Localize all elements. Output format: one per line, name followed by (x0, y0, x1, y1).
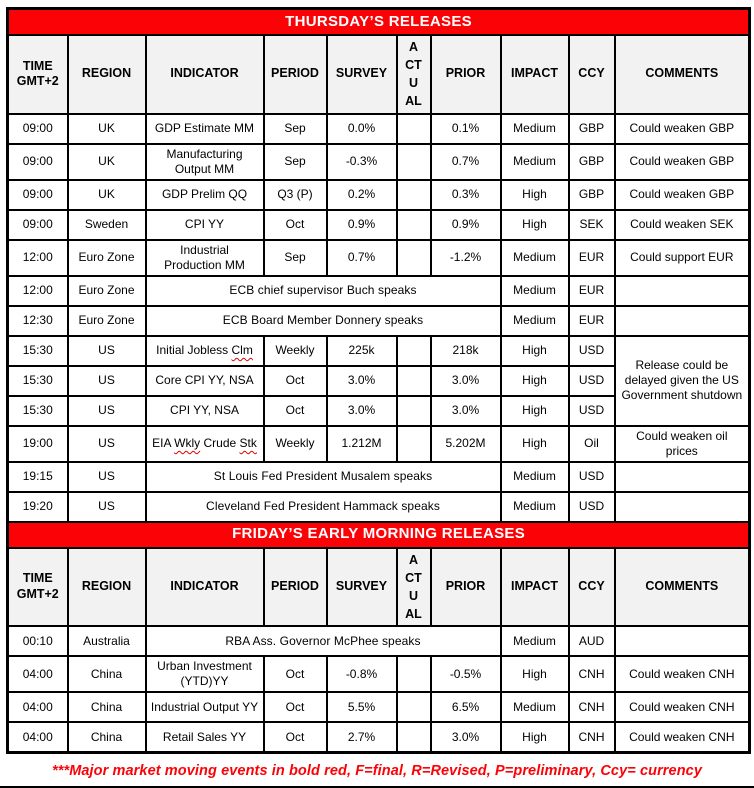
time-cell: 19:15 (8, 462, 68, 492)
table-row (8, 492, 750, 522)
survey-cell: 1.212M (327, 426, 397, 462)
time-cell: 19:20 (8, 492, 68, 522)
impact-cell: High (501, 722, 569, 753)
time-cell: 04:00 (8, 722, 68, 753)
actual-cell (397, 180, 431, 210)
impact-cell: Medium (501, 692, 569, 722)
col-header-actual: ACTUAL (397, 35, 431, 114)
section-title: THURSDAY’S RELEASES (8, 9, 750, 36)
indicator-cell: Core CPI YY, NSA (146, 366, 264, 396)
period-cell: Q3 (P) (264, 180, 327, 210)
period-cell: Sep (264, 240, 327, 276)
ccy-cell: GBP (569, 114, 615, 144)
prior-cell: -1.2% (431, 240, 501, 276)
time-cell: 12:00 (8, 240, 68, 276)
spellcheck-underline: Wkly (174, 436, 201, 450)
survey-cell: 5.5% (327, 692, 397, 722)
ccy-cell: USD (569, 492, 615, 522)
thursday-rows (8, 114, 750, 522)
table-row (8, 462, 750, 492)
indicator-cell: Industrial Output YY (146, 692, 264, 722)
indicator-cell: GDP Estimate MM (146, 114, 264, 144)
ccy-cell: USD (569, 396, 615, 426)
table-row (8, 426, 750, 462)
col-header-comments: COMMENTS (615, 548, 750, 627)
time-cell: 09:00 (8, 144, 68, 180)
col-header-period: PERIOD (264, 548, 327, 627)
ccy-cell: CNH (569, 722, 615, 753)
indicator-cell: Retail Sales YY (146, 722, 264, 753)
actual-cell (397, 144, 431, 180)
column-header-row (8, 35, 750, 114)
ccy-cell: EUR (569, 276, 615, 306)
period-cell: Oct (264, 366, 327, 396)
table-row (8, 692, 750, 722)
table-row (8, 276, 750, 306)
region-cell: US (68, 462, 146, 492)
survey-cell: -0.3% (327, 144, 397, 180)
time-cell: 09:00 (8, 210, 68, 240)
table-row (8, 180, 750, 210)
time-cell: 12:00 (8, 276, 68, 306)
time-cell: 19:00 (8, 426, 68, 462)
comments-cell (615, 306, 750, 336)
impact-cell: High (501, 210, 569, 240)
table-row (8, 240, 750, 276)
prior-cell: 0.1% (431, 114, 501, 144)
col-header-period: PERIOD (264, 35, 327, 114)
region-cell: US (68, 492, 146, 522)
period-cell: Weekly (264, 426, 327, 462)
col-header-time: TIME GMT+2 (8, 35, 68, 114)
indicator-cell: EIA Wkly Crude Stk (146, 426, 264, 462)
col-header-ccy: CCY (569, 35, 615, 114)
event-cell: ECB Board Member Donnery speaks (146, 306, 501, 336)
ccy-cell: GBP (569, 180, 615, 210)
comments-cell: Could weaken CNH (615, 656, 750, 692)
survey-cell: -0.8% (327, 656, 397, 692)
prior-cell: -0.5% (431, 656, 501, 692)
period-cell: Sep (264, 144, 327, 180)
period-cell: Oct (264, 692, 327, 722)
ccy-cell: SEK (569, 210, 615, 240)
time-cell: 09:00 (8, 180, 68, 210)
ccy-cell: AUD (569, 626, 615, 656)
actual-cell (397, 336, 431, 366)
col-header-prior: PRIOR (431, 35, 501, 114)
comments-cell: Could weaken GBP (615, 114, 750, 144)
col-header-prior: PRIOR (431, 548, 501, 627)
column-header-row (8, 548, 750, 627)
event-cell: Cleveland Fed President Hammack speaks (146, 492, 501, 522)
ccy-cell: USD (569, 366, 615, 396)
indicator-cell: Urban Investment (YTD)YY (146, 656, 264, 692)
prior-cell: 0.3% (431, 180, 501, 210)
region-cell: Euro Zone (68, 276, 146, 306)
spellcheck-underline: Stk (239, 436, 257, 450)
actual-cell (397, 396, 431, 426)
impact-cell: High (501, 180, 569, 210)
releases-table (6, 7, 751, 754)
col-header-indicator: INDICATOR (146, 548, 264, 627)
survey-cell: 3.0% (327, 366, 397, 396)
survey-cell: 2.7% (327, 722, 397, 753)
region-cell: UK (68, 180, 146, 210)
time-cell: 09:00 (8, 114, 68, 144)
comments-cell (615, 492, 750, 522)
table-row (8, 656, 750, 692)
impact-cell: High (501, 396, 569, 426)
col-header-impact: IMPACT (501, 548, 569, 627)
region-cell: US (68, 426, 146, 462)
impact-cell: Medium (501, 306, 569, 336)
region-cell: Euro Zone (68, 306, 146, 336)
indicator-cell: Industrial Production MM (146, 240, 264, 276)
period-cell: Oct (264, 210, 327, 240)
survey-cell: 0.7% (327, 240, 397, 276)
comments-cell: Release could be delayed given the US Government shutdown (615, 336, 750, 426)
time-cell: 15:30 (8, 396, 68, 426)
col-header-actual: ACTUAL (397, 548, 431, 627)
table-row (8, 306, 750, 336)
region-cell: Sweden (68, 210, 146, 240)
table-row (8, 144, 750, 180)
prior-cell: 6.5% (431, 692, 501, 722)
col-header-survey: SURVEY (327, 548, 397, 627)
col-header-comments: COMMENTS (615, 35, 750, 114)
comments-cell: Could weaken CNH (615, 692, 750, 722)
ccy-cell: CNH (569, 692, 615, 722)
footnote: ***Major market moving events in bold red, F=final, R=Revised, P=preliminary, Ccy= currency (51, 763, 703, 779)
table-row (8, 336, 750, 366)
ccy-cell: CNH (569, 656, 615, 692)
indicator-cell: GDP Prelim QQ (146, 180, 264, 210)
time-cell: 04:00 (8, 656, 68, 692)
prior-cell: 218k (431, 336, 501, 366)
impact-cell: Medium (501, 240, 569, 276)
ccy-cell: Oil (569, 426, 615, 462)
comments-cell (615, 462, 750, 492)
prior-cell: 5.202M (431, 426, 501, 462)
comments-cell: Could weaken oil prices (615, 426, 750, 462)
event-cell: St Louis Fed President Musalem speaks (146, 462, 501, 492)
region-cell: Euro Zone (68, 240, 146, 276)
region-cell: China (68, 692, 146, 722)
actual-cell (397, 210, 431, 240)
survey-cell: 0.2% (327, 180, 397, 210)
ccy-cell: EUR (569, 240, 615, 276)
thursday-section-header (8, 9, 750, 114)
impact-cell: Medium (501, 276, 569, 306)
actual-cell (397, 722, 431, 753)
prior-cell: 0.7% (431, 144, 501, 180)
region-cell: US (68, 336, 146, 366)
event-cell: ECB chief supervisor Buch speaks (146, 276, 501, 306)
col-header-region: REGION (68, 35, 146, 114)
region-cell: China (68, 656, 146, 692)
actual-cell (397, 426, 431, 462)
actual-cell (397, 366, 431, 396)
indicator-cell: CPI YY, NSA (146, 396, 264, 426)
col-header-ccy: CCY (569, 548, 615, 627)
impact-cell: High (501, 366, 569, 396)
indicator-cell: Manufacturing Output MM (146, 144, 264, 180)
ccy-cell: USD (569, 462, 615, 492)
impact-cell: Medium (501, 144, 569, 180)
col-header-region: REGION (68, 548, 146, 627)
prior-cell: 0.9% (431, 210, 501, 240)
impact-cell: Medium (501, 626, 569, 656)
impact-cell: High (501, 656, 569, 692)
period-cell: Weekly (264, 336, 327, 366)
period-cell: Oct (264, 396, 327, 426)
impact-cell: High (501, 426, 569, 462)
comments-cell: Could support EUR (615, 240, 750, 276)
comments-cell: Could weaken GBP (615, 180, 750, 210)
ccy-cell: USD (569, 336, 615, 366)
impact-cell: Medium (501, 114, 569, 144)
time-cell: 12:30 (8, 306, 68, 336)
impact-cell: High (501, 336, 569, 366)
friday-rows (8, 626, 750, 753)
impact-cell: Medium (501, 492, 569, 522)
spellcheck-underline: Clm (231, 343, 253, 357)
region-cell: US (68, 396, 146, 426)
time-cell: 00:10 (8, 626, 68, 656)
time-cell: 15:30 (8, 336, 68, 366)
actual-cell (397, 114, 431, 144)
table-row (8, 626, 750, 656)
comments-cell (615, 276, 750, 306)
table-row (8, 210, 750, 240)
survey-cell: 0.9% (327, 210, 397, 240)
section-banner-friday (8, 522, 750, 548)
time-cell: 04:00 (8, 692, 68, 722)
indicator-cell: Initial Jobless Clm (146, 336, 264, 366)
region-cell: Australia (68, 626, 146, 656)
actual-cell (397, 656, 431, 692)
actual-cell (397, 240, 431, 276)
time-cell: 15:30 (8, 366, 68, 396)
prior-cell: 3.0% (431, 722, 501, 753)
prior-cell: 3.0% (431, 366, 501, 396)
region-cell: US (68, 366, 146, 396)
event-cell: RBA Ass. Governor McPhee speaks (146, 626, 501, 656)
indicator-cell: CPI YY (146, 210, 264, 240)
ccy-cell: GBP (569, 144, 615, 180)
period-cell: Oct (264, 722, 327, 753)
comments-cell: Could weaken SEK (615, 210, 750, 240)
friday-section-header (8, 522, 750, 627)
period-cell: Sep (264, 114, 327, 144)
survey-cell: 0.0% (327, 114, 397, 144)
comments-cell (615, 626, 750, 656)
col-header-impact: IMPACT (501, 35, 569, 114)
period-cell: Oct (264, 656, 327, 692)
section-banner-thursday (8, 9, 750, 36)
col-header-indicator: INDICATOR (146, 35, 264, 114)
ccy-cell: EUR (569, 306, 615, 336)
prior-cell: 3.0% (431, 396, 501, 426)
region-cell: UK (68, 114, 146, 144)
impact-cell: Medium (501, 462, 569, 492)
col-header-survey: SURVEY (327, 35, 397, 114)
region-cell: China (68, 722, 146, 753)
section-title: FRIDAY’S EARLY MORNING RELEASES (8, 522, 750, 548)
actual-cell (397, 692, 431, 722)
comments-cell: Could weaken GBP (615, 144, 750, 180)
survey-cell: 225k (327, 336, 397, 366)
table-row (8, 722, 750, 753)
region-cell: UK (68, 144, 146, 180)
table-row (8, 114, 750, 144)
col-header-time: TIME GMT+2 (8, 548, 68, 627)
comments-cell: Could weaken CNH (615, 722, 750, 753)
survey-cell: 3.0% (327, 396, 397, 426)
